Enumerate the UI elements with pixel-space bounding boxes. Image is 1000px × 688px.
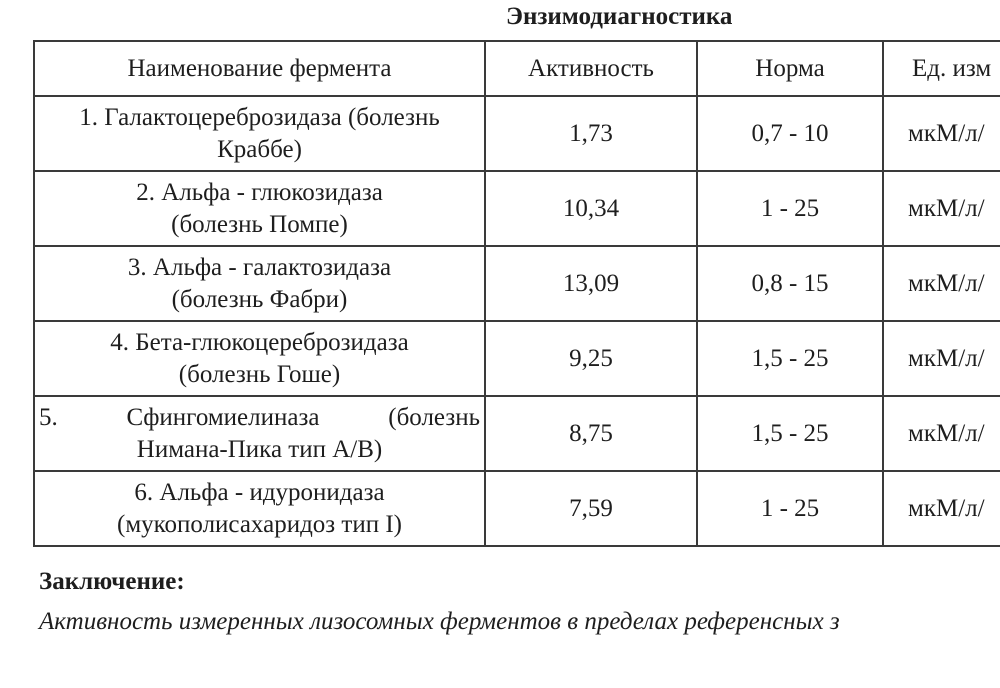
activity-cell: 7,59 (485, 471, 697, 546)
activity-cell: 13,09 (485, 246, 697, 321)
enzyme-name-line2: Краббе) (217, 135, 302, 163)
unit-cell: мкМ/л/ (883, 96, 1000, 171)
activity-cell: 10,34 (485, 171, 697, 246)
norm-cell: 0,7 - 10 (697, 96, 883, 171)
enzyme-name-line2: (болезнь Фабри) (171, 285, 348, 313)
enzyme-name-cell (34, 96, 485, 171)
enzyme-name-line1: 2. Альфа - глюкозидаза (136, 178, 383, 206)
enzyme-name-line1: 3. Альфа - галактозидаза (127, 253, 392, 281)
table-row (34, 246, 1000, 321)
document-title: Энзимодиагностика (506, 3, 733, 30)
table-row (34, 321, 1000, 396)
norm-cell: 0,8 - 15 (697, 246, 883, 321)
enzyme-name-line2: (болезнь Помпе) (171, 210, 348, 238)
enzyme-name-line1: 5. Сфингомиелиназа (болезнь (39, 403, 480, 431)
conclusion-text: Активность измеренных лизосомных ферментов в пределах референсных з (39, 608, 840, 635)
norm-cell: 1,5 - 25 (697, 396, 883, 471)
activity-cell: 9,25 (485, 321, 697, 396)
unit-cell: мкМ/л/ (883, 321, 1000, 396)
enzyme-name-cell (34, 171, 485, 246)
conclusion-heading: Заключение: (39, 568, 185, 595)
norm-cell: 1 - 25 (697, 171, 883, 246)
activity-cell: 1,73 (485, 96, 697, 171)
enzyme-table-container (33, 40, 1000, 550)
enzyme-name-line1: 1. Галактоцереброзидаза (болезнь (79, 103, 440, 131)
enzyme-name-cell (34, 396, 485, 471)
unit-cell: мкМ/л/ (883, 396, 1000, 471)
enzyme-name-line2: (болезнь Гоше) (178, 360, 341, 388)
unit-cell: мкМ/л/ (883, 471, 1000, 546)
enzyme-table (33, 40, 1000, 547)
norm-cell: 1 - 25 (697, 471, 883, 546)
enzyme-name-cell (34, 321, 485, 396)
enzyme-name-line1: 6. Альфа - идуронидаза (134, 478, 385, 506)
header-activity: Активность (485, 41, 697, 96)
header-norm: Норма (697, 41, 883, 96)
enzyme-name-line2: (мукополисахаридоз тип I) (117, 510, 402, 538)
unit-cell: мкМ/л/ (883, 246, 1000, 321)
table-row (34, 471, 1000, 546)
table-header-row (34, 41, 1000, 96)
table-row (34, 396, 1000, 471)
table-row (34, 96, 1000, 171)
enzyme-name-line1: 4. Бета-глюкоцереброзидаза (110, 328, 409, 356)
enzyme-name-cell (34, 471, 485, 546)
activity-cell: 8,75 (485, 396, 697, 471)
table-row (34, 171, 1000, 246)
header-enzyme-name: Наименование фермента (34, 41, 485, 96)
unit-cell: мкМ/л/ (883, 171, 1000, 246)
norm-cell: 1,5 - 25 (697, 321, 883, 396)
enzyme-name-line2: Нимана-Пика тип А/В) (136, 435, 383, 463)
enzyme-name-cell (34, 246, 485, 321)
header-unit: Ед. изм (883, 41, 1000, 96)
